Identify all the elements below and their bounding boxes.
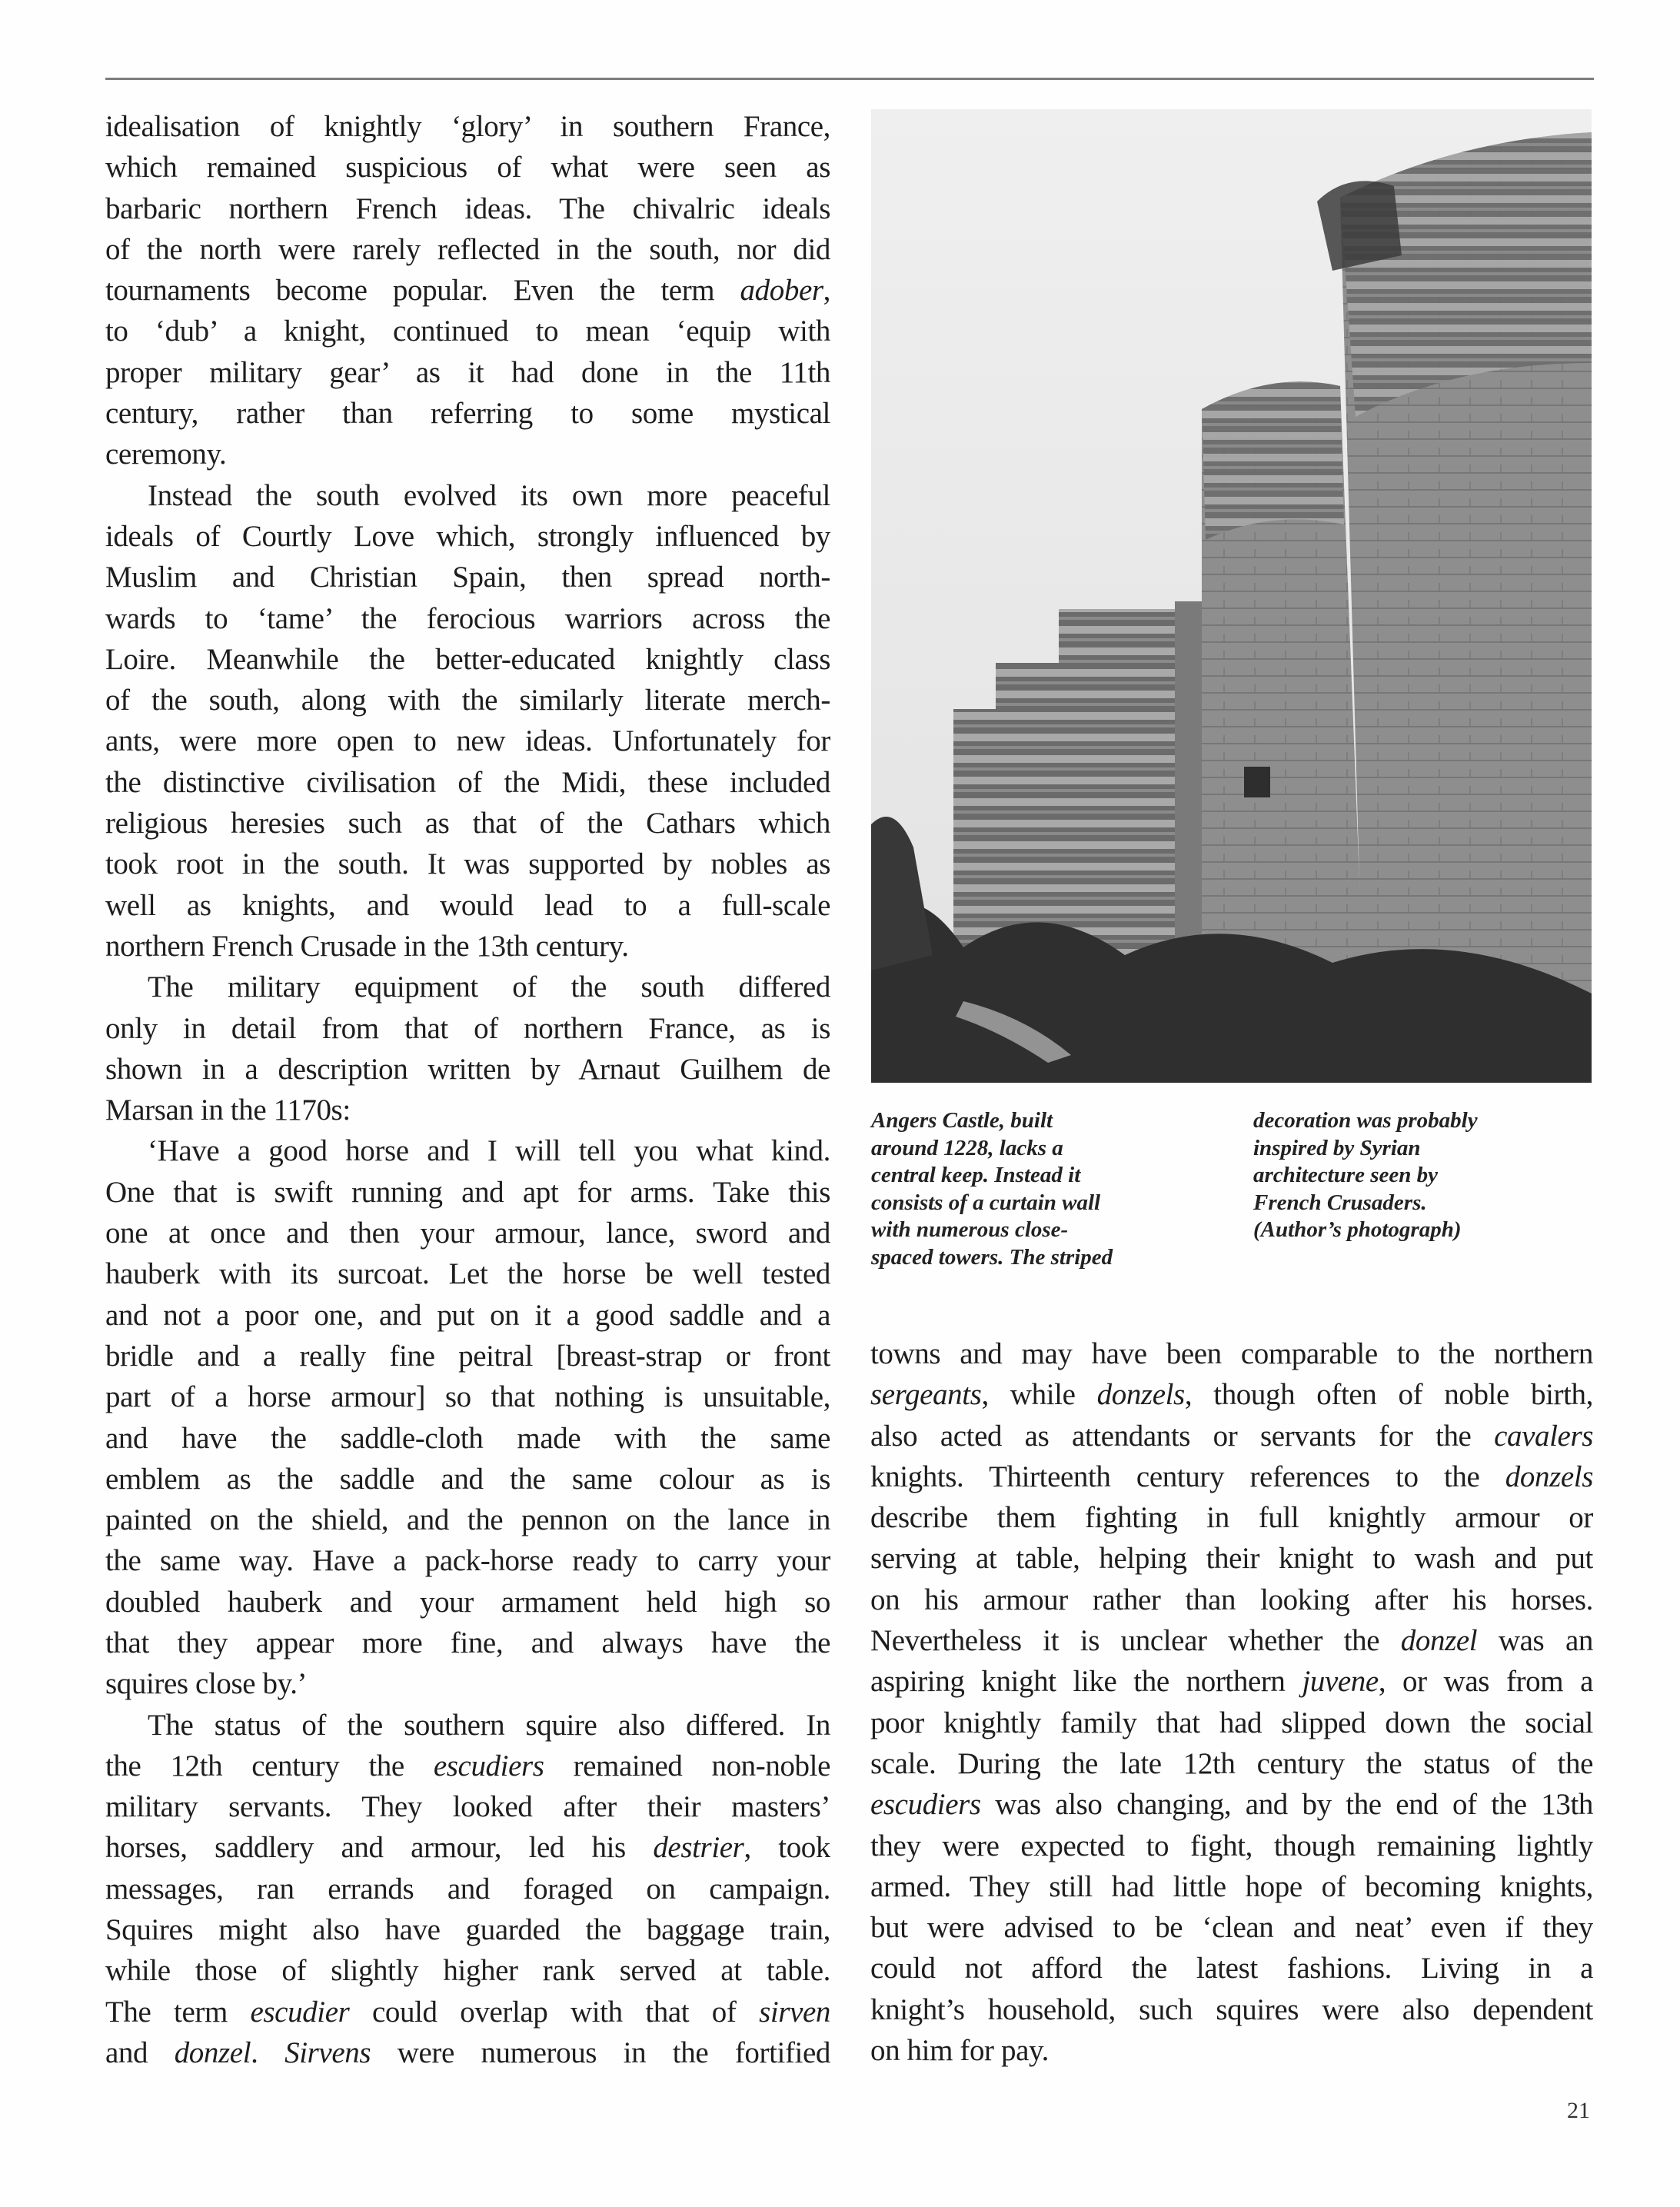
text-run: emblem as the saddle and the same colour as is <box>105 1462 830 1496</box>
text-line <box>105 1295 830 1336</box>
castle-photo <box>871 109 1592 1083</box>
text-line <box>870 1826 1593 1866</box>
photo-caption-right <box>1253 1107 1592 1244</box>
paragraph <box>870 1333 1593 2071</box>
text-run: knight’s household, such squires were also dependent <box>870 1992 1593 2026</box>
text-run: , took <box>744 1831 830 1865</box>
text-run: that they appear more fine, and always have the <box>105 1626 830 1659</box>
text-line <box>105 762 830 803</box>
text-run: ‘Have a good horse and I will tell you what kind. <box>148 1134 830 1168</box>
caption-line: consists of a curtain wall <box>871 1190 1101 1215</box>
text-line <box>105 639 830 680</box>
text-line <box>105 844 830 884</box>
text-run: of the north were rarely reflected in the south, nor did <box>105 232 830 266</box>
italic-term: Sirvens <box>284 2036 371 2069</box>
text-line <box>870 1948 1593 1989</box>
text-line <box>105 1705 830 1746</box>
paragraph <box>105 967 830 1130</box>
text-run: , or was from a <box>1378 1665 1593 1699</box>
text-line <box>105 1786 830 1827</box>
text-line <box>105 147 830 188</box>
text-run: doubled hauberk and your armament held high so <box>105 1585 830 1619</box>
text-run: bridle and a really fine peitral [breast-strap or front <box>105 1339 830 1373</box>
text-line <box>870 1907 1593 1948</box>
text-line <box>105 229 830 270</box>
caption-line: decoration was probably <box>1253 1108 1478 1133</box>
text-line <box>105 393 830 434</box>
text-run: were numerous in the fortified <box>371 2036 830 2069</box>
text-run: of the south, along with the similarly literate merch- <box>105 684 830 717</box>
text-run: religious heresies such as that of the Cathars which <box>105 807 830 841</box>
text-run: on him for pay. <box>870 2034 1049 2068</box>
italic-term: escudiers <box>870 1788 981 1822</box>
text-run: was also changing, and by the end of the 13th <box>980 1788 1593 1822</box>
text-run: scale. During the late 12th century the status of the <box>870 1746 1593 1780</box>
text-run: , while <box>981 1378 1097 1412</box>
caption-line: (Author’s photograph) <box>1253 1217 1462 1243</box>
text-line <box>105 434 830 474</box>
text-run: also acted as attendants or servants for the <box>870 1419 1495 1453</box>
text-run: to ‘dub’ a knight, continued to mean ‘equip with <box>105 315 830 348</box>
text-line <box>105 1049 830 1090</box>
text-run: hauberk with its surcoat. Let the horse be well tested <box>105 1257 830 1291</box>
right-text-column <box>870 1333 1593 2071</box>
text-run: northern French Crusade in the 13th century. <box>105 929 629 963</box>
text-run: squires close by.’ <box>105 1667 308 1701</box>
text-run: and not a poor one, and put on it a good saddle and a <box>105 1298 830 1332</box>
text-run: knights. Thirteenth century references to the <box>870 1460 1505 1493</box>
text-line <box>870 1743 1593 1784</box>
text-line <box>870 1703 1593 1743</box>
italic-term: juvene <box>1302 1665 1379 1699</box>
text-line <box>870 1620 1593 1661</box>
text-run: could overlap with that of <box>349 1995 760 2029</box>
caption-line: central keep. Instead it <box>871 1163 1081 1188</box>
caption-line: French Crusaders. <box>1253 1190 1427 1215</box>
text-line <box>105 1130 830 1171</box>
text-line <box>105 1253 830 1294</box>
italic-term: cavalers <box>1494 1419 1593 1453</box>
text-run: painted on the shield, and the pennon on the lance in <box>105 1503 830 1537</box>
text-run: military servants. They looked after their masters’ <box>105 1790 830 1824</box>
text-run: remained non-noble <box>544 1749 830 1783</box>
left-text-column <box>105 106 830 2073</box>
text-run: barbaric northern French ideas. The chivalric ideals <box>105 191 830 225</box>
text-run: they were expected to fight, though remaining lightly <box>870 1829 1593 1862</box>
paragraph <box>105 475 830 967</box>
text-line <box>105 680 830 721</box>
text-line <box>870 1661 1593 1702</box>
italic-term: donzel <box>174 2036 251 2069</box>
text-line <box>105 1090 830 1130</box>
caption-line: architecture seen by <box>1253 1163 1439 1188</box>
text-run: Loire. Meanwhile the better-educated knightly class <box>105 642 830 676</box>
text-line <box>870 1580 1593 1620</box>
text-line <box>105 803 830 844</box>
text-run: Instead the south evolved its own more peaceful <box>148 478 830 512</box>
text-run: one at once and then your armour, lance, sword and <box>105 1217 830 1250</box>
text-line <box>870 1333 1593 1374</box>
text-line <box>870 1989 1593 2030</box>
italic-term: donzel <box>1400 1624 1478 1658</box>
text-run: tournaments become popular. Even the term <box>105 274 740 308</box>
paragraph <box>105 106 830 475</box>
text-line <box>105 475 830 516</box>
text-run: armed. They still had little hope of becoming knights, <box>870 1869 1593 1903</box>
italic-term: sergeants <box>870 1378 982 1412</box>
text-line <box>105 1459 830 1500</box>
text-line <box>105 1500 830 1540</box>
text-run: only in detail from that of northern France, as is <box>105 1011 830 1045</box>
text-line <box>105 188 830 229</box>
italic-term: adober <box>740 274 823 308</box>
text-run: ideals of Courtly Love which, strongly influenced by <box>105 519 830 553</box>
text-run: messages, ran errands and foraged on campaign. <box>105 1872 830 1906</box>
text-run: while those of slightly higher rank served at table. <box>105 1954 830 1988</box>
caption-line: spaced towers. The striped <box>871 1244 1113 1270</box>
text-line <box>105 557 830 598</box>
text-line <box>105 1008 830 1049</box>
text-run: the same way. Have a pack-horse ready to carry your <box>105 1544 830 1578</box>
text-line <box>870 1374 1593 1415</box>
text-line <box>105 270 830 311</box>
tower-far <box>953 709 1001 963</box>
text-line <box>105 516 830 557</box>
italic-term: donzels <box>1096 1378 1185 1412</box>
text-line <box>105 926 830 967</box>
text-run: ants, were more open to new ideas. Unfortunately for <box>105 724 830 758</box>
text-run: ceremony. <box>105 438 227 471</box>
paragraph <box>105 1705 830 2074</box>
text-line <box>105 1336 830 1376</box>
paragraph <box>105 1130 830 1704</box>
text-line <box>105 1909 830 1950</box>
text-run: part of a horse armour] so that nothing is unsuitable, <box>105 1380 830 1414</box>
photo-caption-left <box>871 1107 1225 1272</box>
text-run: well as knights, and would lead to a full-scale <box>105 888 830 922</box>
text-run: idealisation of knightly ‘glory’ in southern France, <box>105 110 830 143</box>
text-run: shown in a description written by Arnaut Guilhem de <box>105 1052 830 1086</box>
text-run: aspiring knight like the northern <box>870 1665 1302 1699</box>
text-line <box>105 1172 830 1213</box>
text-run: . <box>251 2036 285 2069</box>
italic-term: escudiers <box>433 1749 544 1783</box>
text-line <box>870 1866 1593 1907</box>
caption-line: around 1228, lacks a <box>871 1135 1063 1160</box>
text-line <box>105 352 830 393</box>
italic-term: destrier <box>653 1831 744 1865</box>
text-run: Squires might also have guarded the baggage train, <box>105 1913 830 1947</box>
text-line <box>105 1746 830 1786</box>
tower-mid <box>1059 609 1180 970</box>
text-run: on his armour rather than looking after his horses. <box>870 1583 1593 1616</box>
caption-line: with numerous close- <box>871 1217 1069 1243</box>
text-run: could not afford the latest fashions. Living in a <box>870 1952 1593 1986</box>
text-line <box>105 1869 830 1909</box>
text-line <box>105 1582 830 1623</box>
italic-term: sirven <box>759 1995 830 2029</box>
caption-line: inspired by Syrian <box>1253 1135 1421 1160</box>
text-line <box>870 1538 1593 1579</box>
caption-line: Angers Castle, built <box>871 1108 1053 1133</box>
text-line <box>870 2030 1593 2071</box>
text-line <box>105 1950 830 1991</box>
text-run: and have the saddle-cloth made with the same <box>105 1421 830 1455</box>
text-run: , <box>823 274 830 308</box>
text-line <box>105 598 830 639</box>
text-line <box>870 1784 1593 1825</box>
text-run: poor knightly family that had slipped down the social <box>870 1706 1593 1739</box>
text-run: serving at table, helping their knight to wash and put <box>870 1542 1593 1576</box>
text-run: which remained suspicious of what were seen as <box>105 151 830 185</box>
text-run: but were advised to be ‘clean and neat’ even if they <box>870 1911 1593 1945</box>
angers-castle-image <box>871 109 1592 1083</box>
text-run: proper military gear’ as it had done in the 11th <box>105 355 830 389</box>
text-run: Marsan in the 1170s: <box>105 1094 351 1127</box>
text-run: The term <box>105 1995 251 2029</box>
text-line <box>105 2032 830 2073</box>
text-run: took root in the south. It was supported by nobles as <box>105 847 830 881</box>
text-line <box>870 1416 1593 1456</box>
text-run: the distinctive civilisation of the Midi, these included <box>105 765 830 799</box>
text-run: was an <box>1477 1624 1593 1658</box>
text-line <box>105 1992 830 2032</box>
text-run: Nevertheless it is unclear whether the <box>870 1624 1401 1658</box>
text-run: One that is swift running and apt for arms. Take this <box>105 1175 830 1209</box>
page-number: 21 <box>1567 2098 1590 2123</box>
text-line <box>105 885 830 926</box>
text-run: The status of the southern squire also differed. In <box>148 1708 830 1742</box>
italic-term: donzels <box>1505 1460 1593 1493</box>
text-line <box>105 967 830 1007</box>
text-run: describe them fighting in full knightly armour or <box>870 1501 1593 1535</box>
text-run: the 12th century the <box>105 1749 434 1783</box>
text-run: century, rather than referring to some mystical <box>105 397 830 431</box>
text-line <box>870 1497 1593 1538</box>
text-line <box>105 1623 830 1663</box>
text-line <box>105 1418 830 1459</box>
text-line <box>105 311 830 351</box>
window <box>1244 767 1270 797</box>
text-line <box>105 1376 830 1417</box>
text-run: towns and may have been comparable to the northern <box>870 1337 1593 1370</box>
text-run: , though often of noble birth, <box>1184 1378 1593 1412</box>
text-run: wards to ‘tame’ the ferocious warriors across the <box>105 601 830 635</box>
text-run: Muslim and Christian Spain, then spread north- <box>105 561 830 594</box>
text-run: and <box>105 2036 175 2069</box>
text-line <box>870 1456 1593 1497</box>
text-line <box>105 721 830 761</box>
text-line <box>105 1540 830 1581</box>
text-line <box>105 1827 830 1868</box>
italic-term: escudier <box>250 1995 350 2029</box>
text-run: The military equipment of the south differed <box>148 970 830 1004</box>
text-line <box>105 1213 830 1253</box>
text-line <box>105 1663 830 1704</box>
header-rule <box>105 78 1594 80</box>
text-line <box>105 106 830 147</box>
text-run: horses, saddlery and armour, led his <box>105 1831 654 1865</box>
